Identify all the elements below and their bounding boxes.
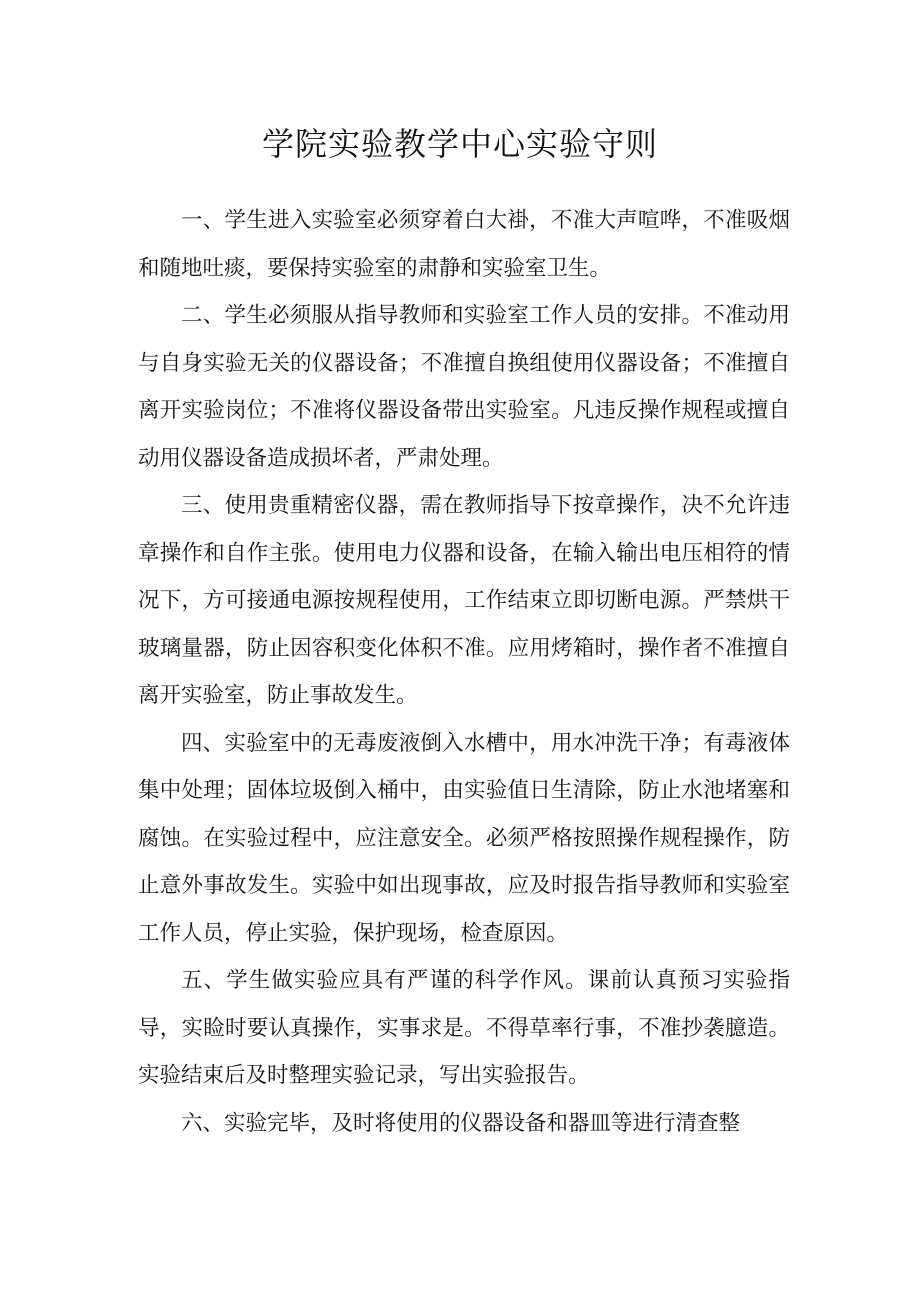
document-title: 学院实验教学中心实验守则 xyxy=(261,125,658,163)
rule-paragraph-3: 三、使用贵重精密仪器，需在教师指导下按章操作，决不允许违章操作和自作主张。使用电力仪器和设备，在输入输出电压相符的情况下，方可接通电源按规程使用，工作结束立即切断电源。严禁烘干玻璃量器，防止因容积变化体积不准。应用烤箱时，操作者不准擅自离开实验室，防止事故发生。 xyxy=(138,493,790,708)
rule-paragraph-6: 六、实验完毕，及时将使用的仪器设备和器皿等进行清查整 xyxy=(181,1110,741,1136)
document-body xyxy=(138,197,790,1147)
rule-paragraph-5: 五、学生做实验应具有严谨的科学作风。课前认真预习实验指导，实睑时要认真操作，实事求是。不得草率行事，不准抄袭臆造。实验结束后及时整理实验记录，写出实验报告。 xyxy=(138,968,790,1088)
rule-paragraph-4: 四、实验室中的无毒废液倒入水槽中，用水冲洗干净；有毒液体集中处理；固体垃圾倒入桶中，由实验值日生清除，防止水池堵塞和腐蚀。在实验过程中，应注意安全。必须严格按照操作规程操作，防止意外事故发生。实验中如出现事故，应及时报告指导教师和实验室工作人员，停止实验，保护现场，检查原因。 xyxy=(138,730,790,946)
rule-paragraph-1: 一、学生进入实验室必须穿着白大褂，不准大声喧哗，不准吸烟和随地吐痰，要保持实验室的肃静和实验室卫生。 xyxy=(138,208,790,281)
rule-paragraph-2: 二、学生必须服从指导教师和实验室工作人员的安排。不准动用与自身实验无关的仪器设备；不准擅自换组使用仪器设备；不准擅自离开实验岗位；不准将仪器设备带出实验室。凡违反操作规程或擅自动用仪器设备造成损坏者，严肃处理。 xyxy=(138,303,790,471)
